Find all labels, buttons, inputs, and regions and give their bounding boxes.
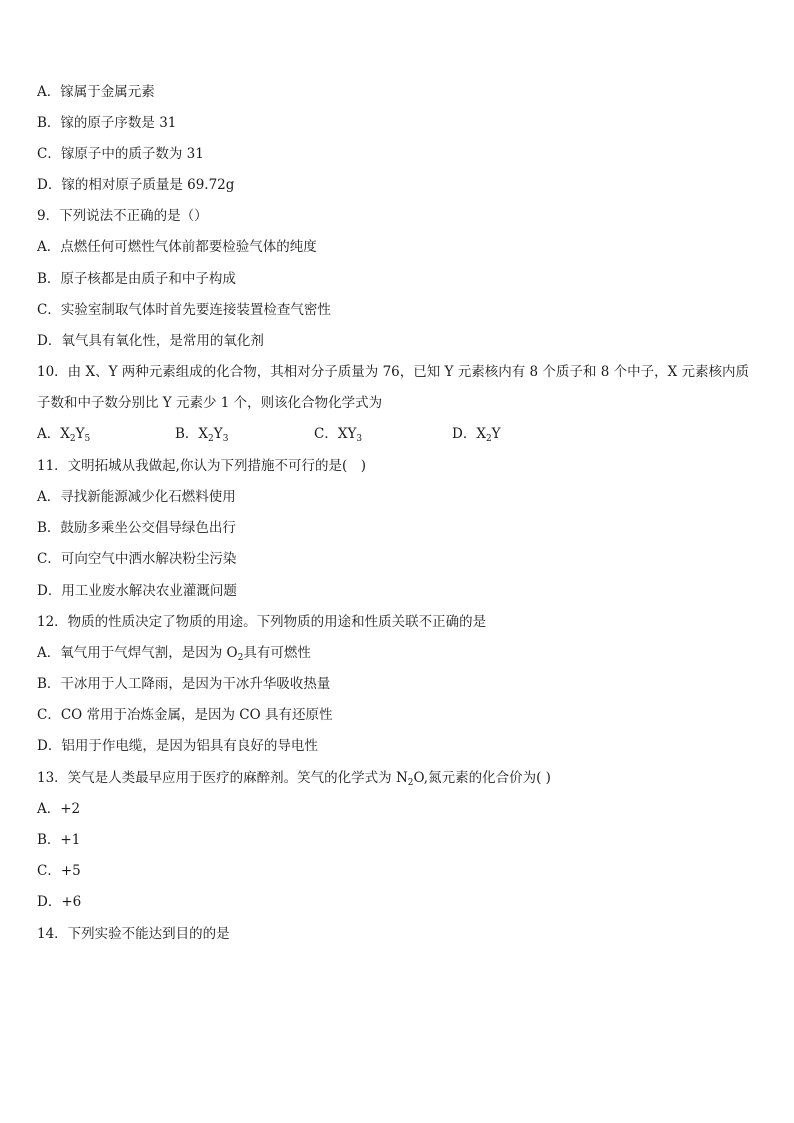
q11-option-a: A．寻找新能源减少化石燃料使用 (37, 489, 236, 505)
q11-option-c: C．可向空气中洒水解决粉尘污染 (37, 551, 237, 567)
q13-option-b: B．+1 (37, 832, 81, 848)
q13-stem: 13．笑气是人类最早应用于医疗的麻醉剂。笑气的化学式为 $N_2O$,氮元素的化合价为( ) (37, 770, 551, 788)
q9-option-b: B．原子核都是由质子和中子构成 (37, 271, 236, 287)
q12-option-c: C．CO 常用于冶炼金属，是因为 CO 具有还原性 (37, 707, 333, 723)
q10-stem-line1: 10．由 X、Y 两种元素组成的化合物，其相对分子质量为 76，已知 Y 元素核内有 8 个质子和 8 个中子，X 元素核内质 (37, 364, 749, 380)
q11-option-b: B．鼓励多乘坐公交倡导绿色出行 (37, 520, 236, 536)
q8-option-b: B．镓的原子序数是 31 (37, 115, 177, 131)
q8-option-c: C．镓原子中的质子数为 31 (37, 146, 204, 162)
q10-option-d: D．$X_2Y$ (452, 426, 501, 444)
q12-stem: 12．物质的性质决定了物质的用途。下列物质的用途和性质关联不正确的是 (37, 614, 487, 630)
q8-option-a: A．镓属于金属元素 (37, 84, 155, 100)
q9-stem: 9．下列说法不正确的是（） (37, 208, 208, 224)
q8-option-d: D．镓的相对原子质量是 69.72g (37, 177, 235, 193)
q13-option-c: C．+5 (37, 863, 81, 879)
q13-option-d: D．+6 (37, 894, 82, 910)
q12-option-a: A．氧气用于气焊气割，是因为 $O_2$具有可燃性 (37, 645, 311, 663)
q14-stem: 14．下列实验不能达到目的的是 (37, 926, 230, 942)
q12-option-b: B．干冰用于人工降雨，是因为干冰升华吸收热量 (37, 676, 331, 692)
q10-stem-line2: 子数和中子数分别比 Y 元素少 1 个，则该化合物化学式为 (37, 395, 383, 411)
q10-option-c: C．$XY_3$ (314, 426, 363, 444)
q11-stem: 11．文明拓城从我做起,你认为下列措施不可行的是( ) (37, 458, 367, 474)
q13-option-a: A．+2 (37, 801, 81, 817)
q10-option-b: B．$X_2Y_3$ (175, 426, 229, 444)
q9-option-a: A．点燃任何可燃性气体前都要检验气体的纯度 (37, 239, 317, 255)
q11-option-d: D．用工业废水解决农业灌溉问题 (37, 583, 237, 599)
q9-option-d: D．氧气具有氧化性，是常用的氧化剂 (37, 333, 264, 349)
q12-option-d: D．铝用于作电缆，是因为铝具有良好的导电性 (37, 738, 318, 754)
q9-option-c: C．实验室制取气体时首先要连接装置检查气密性 (37, 302, 331, 318)
q10-option-a: A．$X_2Y_5$ (37, 426, 91, 444)
